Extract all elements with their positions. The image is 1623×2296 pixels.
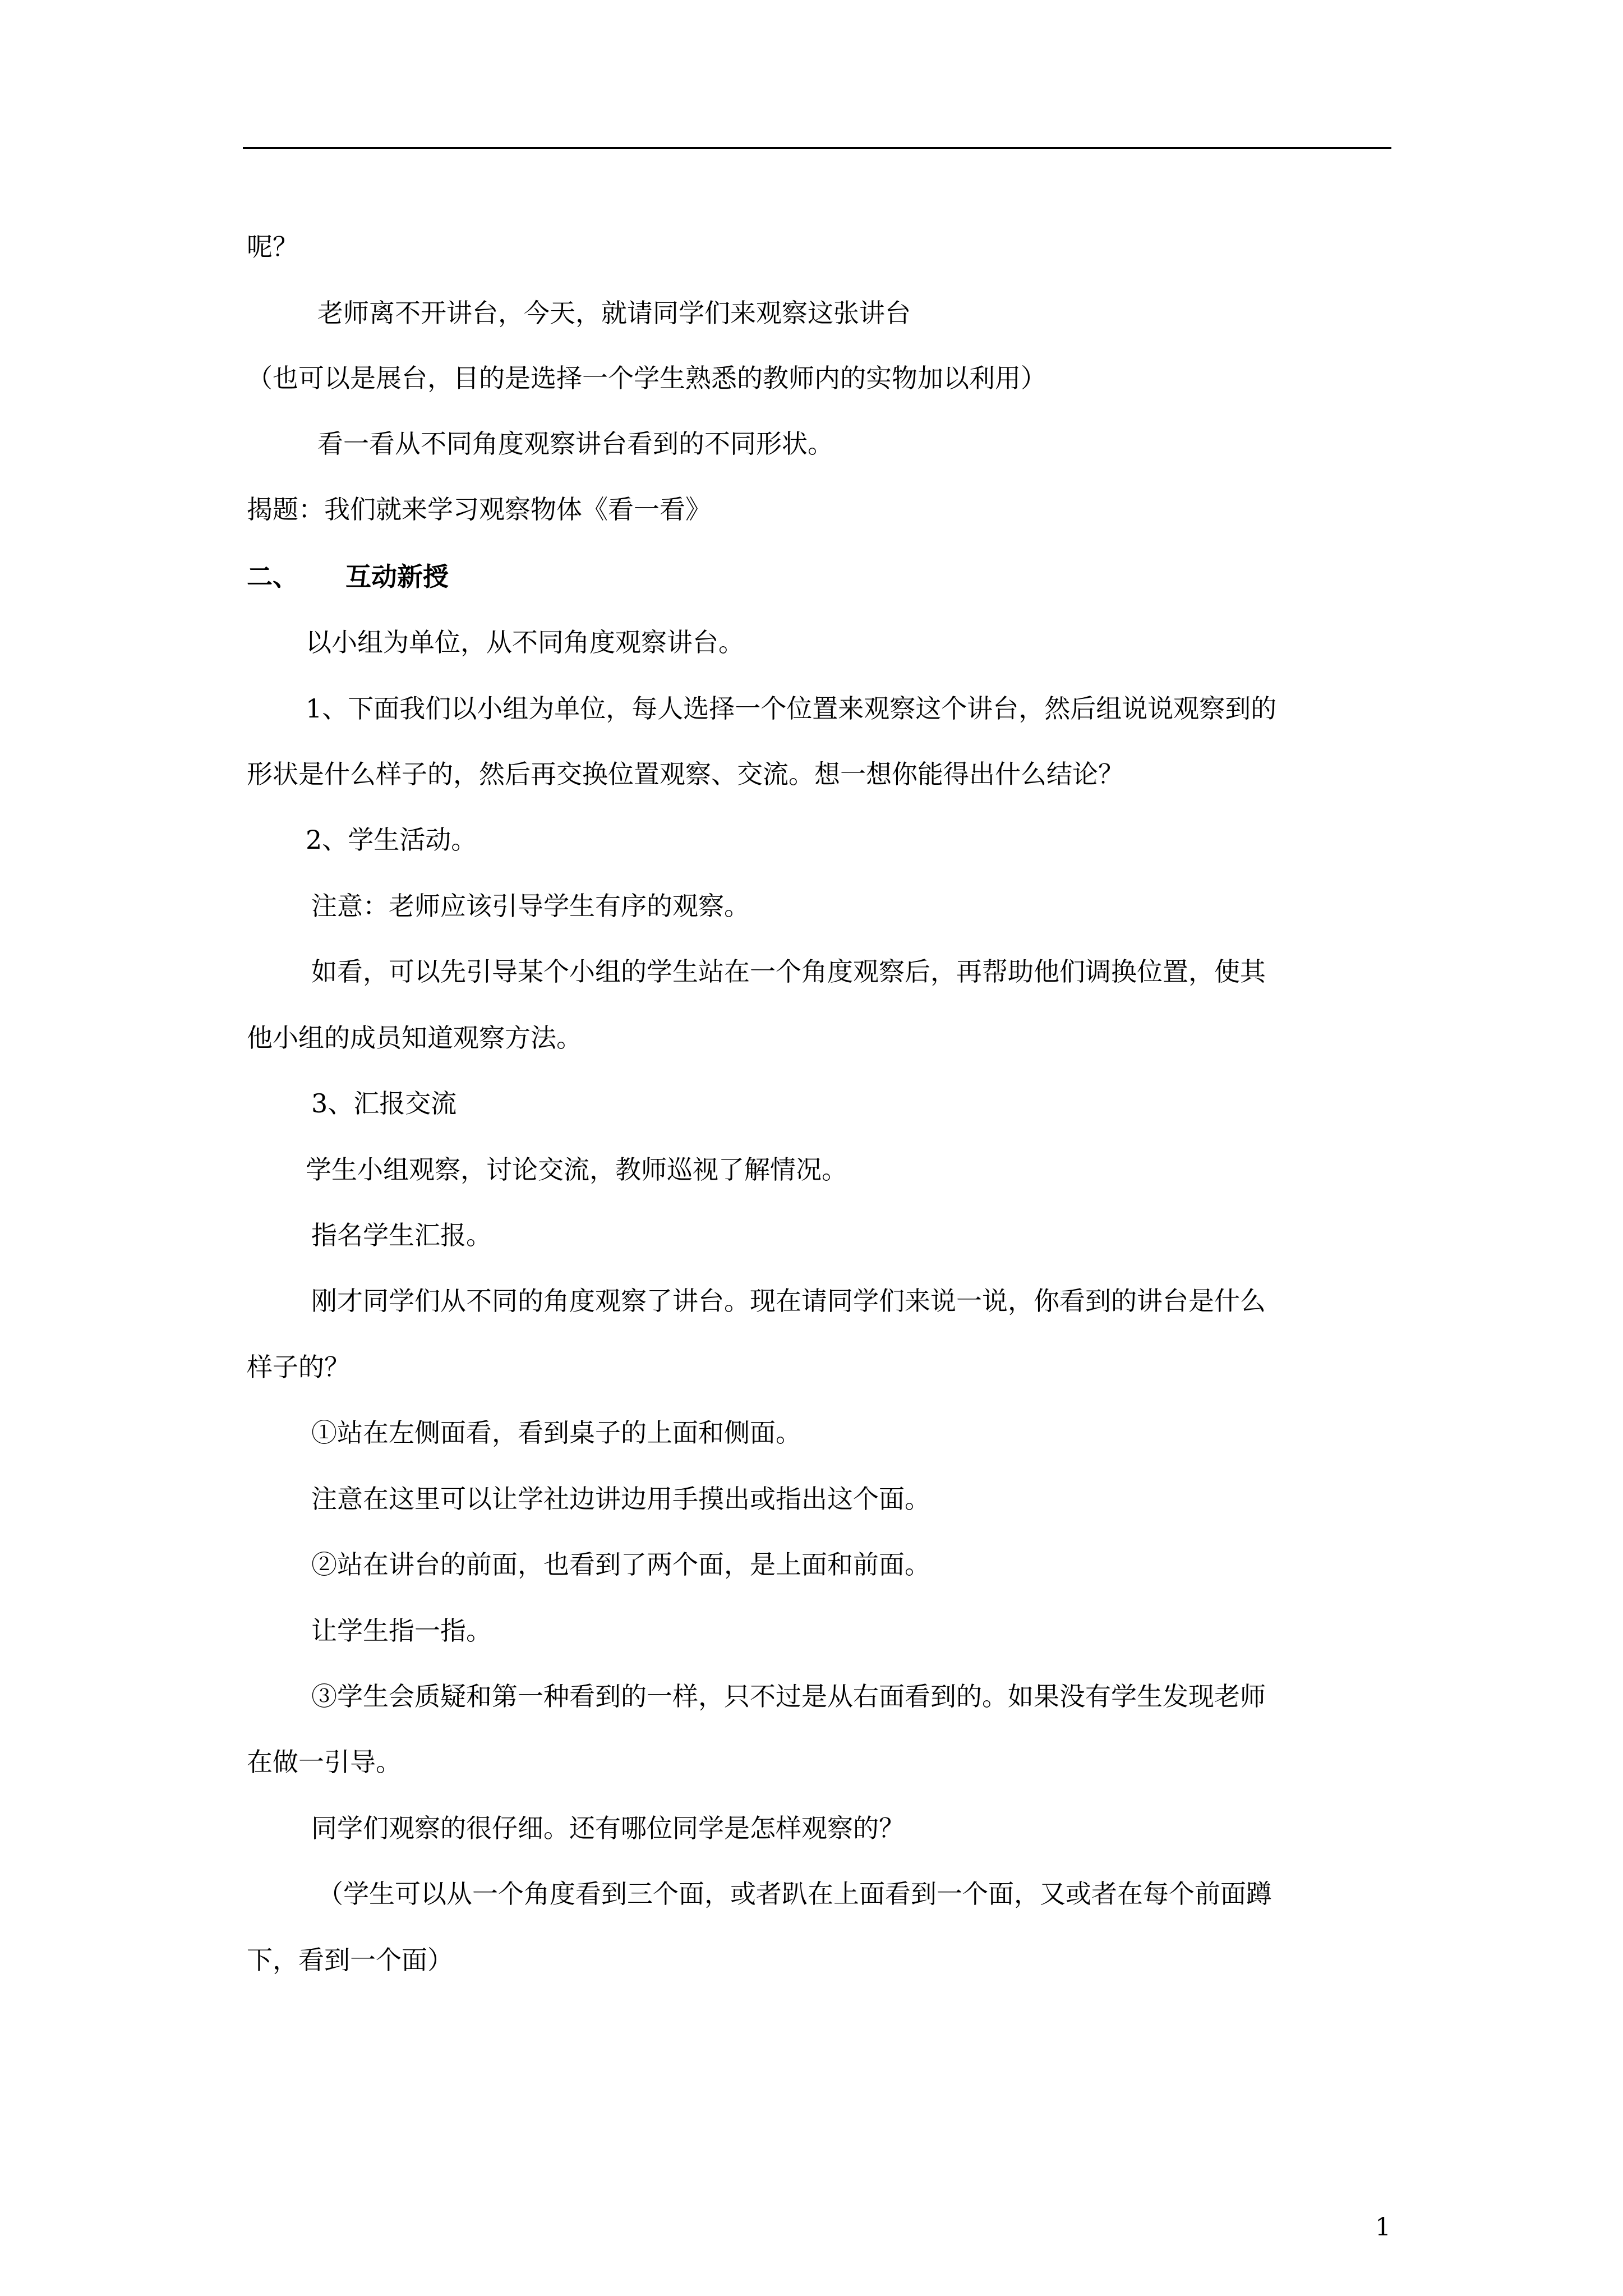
page-number: 1 bbox=[1375, 2213, 1391, 2242]
text-line: 2、学生活动。 bbox=[306, 825, 477, 855]
text-line: ②站在讲台的前面，也看到了两个面，是上面和前面。 bbox=[311, 1549, 930, 1580]
text-line: 学生小组观察，讨论交流，教师巡视了解情况。 bbox=[306, 1154, 847, 1185]
section-heading-title: 互动新授 bbox=[345, 562, 449, 592]
text-line: 以小组为单位，从不同角度观察讲台。 bbox=[306, 627, 744, 657]
text-line: 样子的？ bbox=[247, 1352, 350, 1382]
text-line: ③学生会质疑和第一种看到的一样，只不过是从右面看到的。如果没有学生发现老师 bbox=[311, 1681, 1266, 1711]
text-line: 刚才同学们从不同的角度观察了讲台。现在请同学们来说一说，你看到的讲台是什么 bbox=[311, 1286, 1266, 1316]
text-line: 注意在这里可以让学社边讲边用手摸出或指出这个面。 bbox=[311, 1484, 930, 1514]
text-line: 形状是什么样子的，然后再交换位置观察、交流。想一想你能得出什么结论？ bbox=[247, 759, 1124, 789]
text-line: 在做一引导。 bbox=[247, 1747, 402, 1777]
text-line: 同学们观察的很仔细。还有哪位同学是怎样观察的？ bbox=[311, 1813, 905, 1843]
text-line: （学生可以从一个角度看到三个面，或者趴在上面看到一个面，又或者在每个前面蹲 bbox=[317, 1879, 1272, 1909]
text-line: 让学生指一指。 bbox=[311, 1616, 492, 1646]
text-line: 呢？ bbox=[247, 232, 298, 262]
text-line: 他小组的成员知道观察方法。 bbox=[247, 1023, 582, 1053]
section-heading-number: 二、 bbox=[247, 562, 298, 592]
text-line: 3、汇报交流 bbox=[311, 1088, 457, 1119]
text-line: 老师离不开讲台，今天，就请同学们来观察这张讲台 bbox=[317, 298, 911, 328]
text-line: 揭题：我们就来学习观察物体《看一看》 bbox=[247, 494, 711, 524]
text-line: ①站在左侧面看，看到桌子的上面和侧面。 bbox=[311, 1418, 801, 1448]
text-line: 1、下面我们以小组为单位，每人选择一个位置来观察这个讲台，然后组说说观察到的 bbox=[306, 693, 1277, 724]
text-line: 注意：老师应该引导学生有序的观察。 bbox=[311, 891, 750, 921]
header-rule bbox=[243, 147, 1391, 149]
text-line: 如看，可以先引导某个小组的学生站在一个角度观察后，再帮助他们调换位置，使其 bbox=[311, 956, 1266, 987]
text-line: 看一看从不同角度观察讲台看到的不同形状。 bbox=[317, 429, 833, 459]
text-line: 指名学生汇报。 bbox=[311, 1220, 492, 1250]
section-heading bbox=[247, 561, 449, 592]
text-line: （也可以是展台，目的是选择一个学生熟悉的教师内的实物加以利用） bbox=[247, 363, 1046, 393]
text-line: 下，看到一个面） bbox=[247, 1945, 453, 1975]
